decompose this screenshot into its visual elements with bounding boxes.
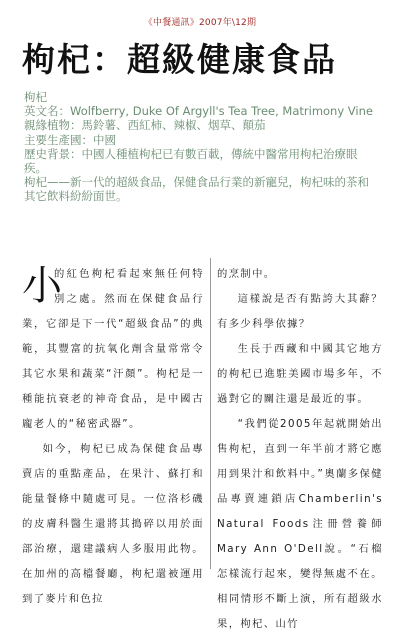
summary-relatives: 親緣植物：馬鈴薯、西紅柿、辣椒、烟草、顛茄 bbox=[24, 118, 266, 133]
article-column-right bbox=[217, 262, 383, 637]
article-paragraph: “我們從2005年起就開始出售枸杞，直到一年半前才將它應用到果汁和飲料中。”奧蘭多保健品專賣連鎖店Chamberlin's Natural Foods注冊營養師Mary Ann O'Dell說。“石榴怎樣流行起來，變得無處不在。相同情形不斷上演，所有超級水果，枸杞、山竹 bbox=[217, 418, 383, 630]
paragraph-text: 的紅色枸杞看起來無任何特別之處。然而在保健食品行業，它卻是下一代“超級食品”的典範，其豐富的抗氧化劑含量常常令其它水果和蔬菜“汗顏”。枸杞是一種能抗衰老的神奇食品，是中國古龐老人的“秘密武器”。 bbox=[22, 268, 204, 430]
summary-history: 歷史背景：中國人種植枸杞已有數百載，傳統中醫常用枸杞治療眼疾。 bbox=[24, 146, 358, 176]
summary-name: 枸杞 bbox=[24, 90, 47, 104]
summary-box bbox=[24, 90, 376, 204]
article-column-left bbox=[22, 262, 204, 612]
article-paragraph: 如今，枸杞已成為保健食品專賣店的重點產品，在果汁、蘇打和能量餐條中隨處可見。一位洛杉磯的皮膚科醫生還將其搗碎以用於面部治療，還建議病人多服用此物。在加州的高檔餐廳，枸杞還被運用到了麥片和色拉 bbox=[22, 443, 204, 605]
summary-english-names: 英文名：Wolfberry, Duke Of Argyll's Tea Tree, Matrimony Vine bbox=[24, 104, 373, 119]
running-header: 《中餐通訊》2007年\12期 bbox=[143, 18, 257, 28]
column-divider bbox=[210, 258, 211, 569]
summary-origin: 主要生產國：中國 bbox=[24, 132, 116, 147]
page-title: 枸杞：超級健康食品 bbox=[22, 40, 337, 79]
summary-trend: 枸杞——新一代的超級食品，保健食品行業的新寵兒，枸杞味的茶和其它飲料紛紛面世。 bbox=[24, 175, 369, 204]
article-paragraph: 這樣說是否有點誇大其辭？有多少科學依據？ bbox=[217, 293, 383, 330]
article-paragraph bbox=[22, 262, 204, 437]
article-paragraph: 的烹制中。 bbox=[217, 268, 276, 280]
article-paragraph: 生長于西藏和中國其它地方的枸杞已進駐美國市場多年，不過對它的關注還是最近的事。 bbox=[217, 343, 383, 405]
drop-cap: 小 bbox=[22, 263, 64, 309]
